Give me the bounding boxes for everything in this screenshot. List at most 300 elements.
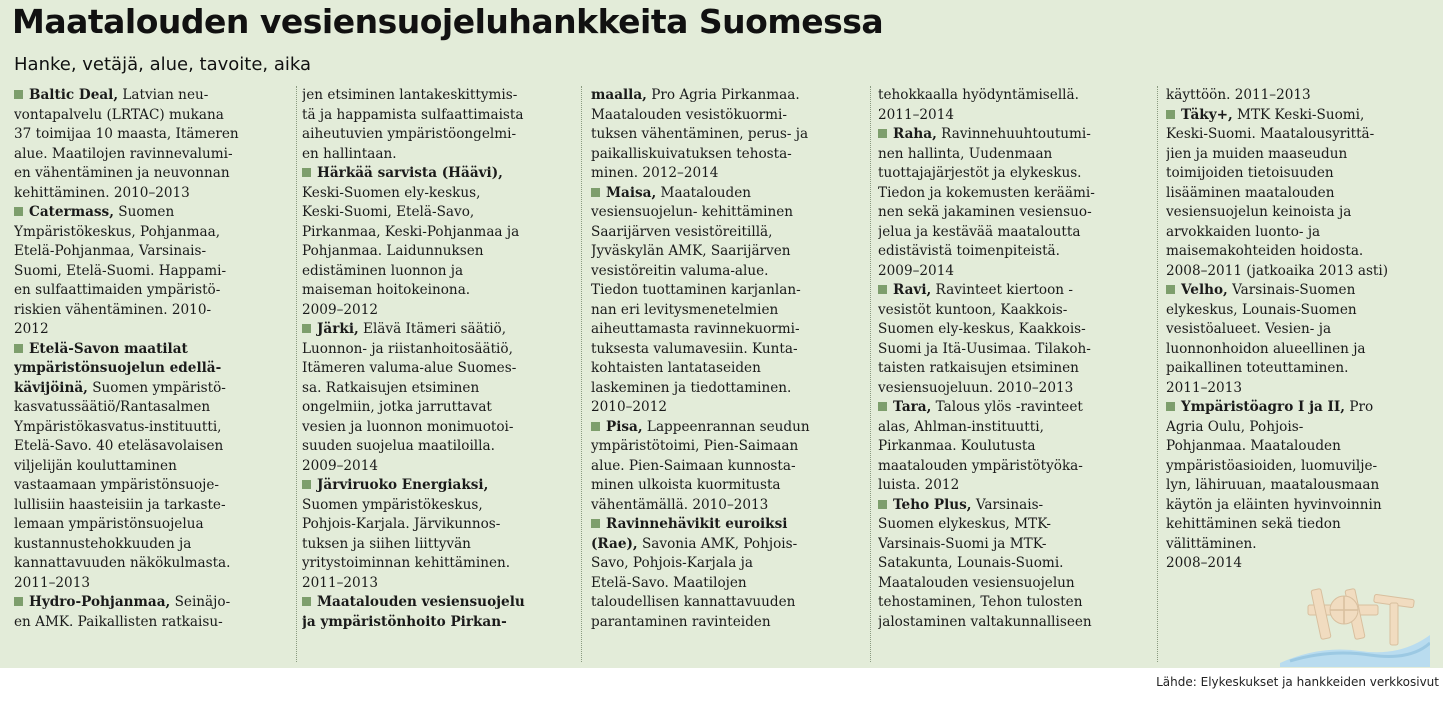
text-line bbox=[591, 457, 868, 477]
text-line bbox=[878, 574, 1155, 594]
text-segment: jalostaminen valtakunnalliseen bbox=[878, 613, 1092, 630]
text-line bbox=[302, 281, 579, 301]
text-line bbox=[1166, 437, 1443, 457]
project-name: (Rae), bbox=[591, 535, 638, 552]
text-line bbox=[591, 496, 868, 516]
text-segment: Luonnon- ja riistanhoitosäätiö, bbox=[302, 340, 513, 357]
text-line bbox=[14, 164, 291, 184]
text-line bbox=[302, 86, 579, 106]
bullet-square-icon bbox=[591, 422, 600, 431]
text-segment: en vähentäminen ja neuvonnan bbox=[14, 165, 230, 181]
text-segment: Pohjanmaa. Laidunnuksen bbox=[302, 243, 484, 259]
text-line bbox=[302, 554, 579, 574]
text-line bbox=[302, 574, 579, 594]
text-segment: MTK Keski-Suomi, bbox=[1232, 106, 1365, 123]
text-segment: 2011–2013 bbox=[14, 574, 90, 591]
project-name: Härkää sarvista (Häävi), bbox=[317, 165, 503, 181]
text-line bbox=[591, 86, 868, 106]
text-line bbox=[878, 379, 1155, 399]
text-line bbox=[302, 223, 579, 243]
text-segment: ongelmiin, jotka jarruttavat bbox=[302, 399, 492, 415]
text-segment: 2009–2014 bbox=[302, 457, 378, 474]
text-line bbox=[302, 457, 579, 477]
text-line bbox=[302, 379, 579, 399]
article-title: Maatalouden vesiensuojeluhankkeita Suomessa bbox=[12, 2, 884, 41]
text-line bbox=[14, 379, 291, 399]
text-line bbox=[591, 184, 868, 204]
text-segment: Keski-Suomen ely-keskus, bbox=[302, 184, 481, 201]
project-name: Ravinnehävikit euroiksi bbox=[606, 516, 788, 532]
text-line bbox=[302, 398, 579, 418]
text-line bbox=[591, 593, 868, 613]
text-line bbox=[14, 457, 291, 477]
column-2 bbox=[302, 86, 579, 662]
text-line bbox=[878, 593, 1155, 613]
bullet-square-icon bbox=[302, 480, 311, 489]
project-name: Etelä-Savon maatilat bbox=[29, 340, 188, 357]
text-segment: aiheutuvien ympäristöongelmi- bbox=[302, 126, 517, 142]
text-line bbox=[878, 437, 1155, 457]
text-line bbox=[591, 613, 868, 633]
text-segment: alas, Ahlman-instituutti, bbox=[878, 418, 1044, 435]
text-line bbox=[1166, 86, 1443, 106]
text-line bbox=[591, 554, 868, 574]
text-line bbox=[14, 496, 291, 516]
text-line bbox=[878, 340, 1155, 360]
text-line bbox=[878, 515, 1155, 535]
project-name: ja ympäristönhoito Pirkan- bbox=[302, 613, 507, 630]
text-line bbox=[302, 535, 579, 555]
text-line bbox=[591, 223, 868, 243]
project-name: maalla, bbox=[591, 87, 647, 103]
text-segment: kannattavuuden näkökulmasta. bbox=[14, 555, 231, 571]
text-line bbox=[302, 593, 579, 613]
project-name: Ravi, bbox=[893, 282, 932, 298]
text-segment: minen. 2012–2014 bbox=[591, 165, 719, 181]
bullet-square-icon bbox=[878, 500, 887, 509]
text-line bbox=[1166, 281, 1443, 301]
text-segment: laskeminen ja tiedottaminen. bbox=[591, 379, 792, 396]
text-segment: maisemakohteiden hoidosta. bbox=[1166, 243, 1364, 259]
text-line bbox=[14, 574, 291, 594]
text-line bbox=[14, 106, 291, 126]
project-name: Velho, bbox=[1181, 282, 1228, 298]
text-line bbox=[878, 535, 1155, 555]
text-segment: Suomen ely-keskus, Kaakkois- bbox=[878, 321, 1086, 337]
column-divider bbox=[581, 86, 582, 662]
column-4 bbox=[878, 86, 1155, 662]
project-name: ympäristönsuojelun edellä- bbox=[14, 360, 222, 376]
text-line bbox=[1166, 340, 1443, 360]
text-segment: Ympäristökeskus, Pohjanmaa, bbox=[14, 223, 221, 240]
column-1 bbox=[14, 86, 291, 662]
text-line bbox=[878, 106, 1155, 126]
text-line bbox=[1166, 359, 1443, 379]
bullet-square-icon bbox=[591, 188, 600, 197]
bullet-square-icon bbox=[1166, 402, 1175, 411]
text-segment: edistävistä toimenpiteistä. bbox=[878, 243, 1060, 259]
bullet-square-icon bbox=[302, 168, 311, 177]
text-line bbox=[1166, 262, 1443, 282]
text-line bbox=[14, 203, 291, 223]
text-line bbox=[302, 125, 579, 145]
bullet-square-icon bbox=[14, 90, 23, 99]
bullet-square-icon bbox=[302, 597, 311, 606]
text-line bbox=[302, 203, 579, 223]
text-segment: Ympäristökasvatus-instituutti, bbox=[14, 418, 222, 435]
text-segment: ympäristöasioiden, luomuvilje- bbox=[1166, 457, 1378, 474]
text-line bbox=[1166, 164, 1443, 184]
text-line bbox=[878, 125, 1155, 145]
text-segment: 2009–2014 bbox=[878, 262, 954, 279]
text-line bbox=[591, 145, 868, 165]
text-segment: Varsinais-Suomen bbox=[1227, 282, 1356, 298]
text-line bbox=[591, 281, 868, 301]
text-segment: lullisiin haasteisiin ja tarkaste- bbox=[14, 496, 226, 513]
text-segment: Talous ylös -ravinteet bbox=[931, 399, 1083, 415]
text-segment: riskien vähentäminen. 2010- bbox=[14, 301, 212, 318]
text-line bbox=[302, 340, 579, 360]
text-line bbox=[591, 242, 868, 262]
text-segment: 2010–2012 bbox=[591, 399, 667, 415]
text-segment: Ravinnehuuhtoutumi- bbox=[936, 126, 1091, 142]
text-line bbox=[14, 242, 291, 262]
text-segment: Satakunta, Lounais-Suomi. bbox=[878, 555, 1064, 571]
text-line bbox=[591, 398, 868, 418]
text-line bbox=[302, 476, 579, 496]
text-segment: minen ulkoista kuormitusta bbox=[591, 477, 781, 493]
text-segment: lemaan ympäristönsuojelua bbox=[14, 516, 204, 532]
text-segment: Suomen ympäristö- bbox=[87, 379, 226, 396]
text-line bbox=[302, 184, 579, 204]
text-segment: Seinäjo- bbox=[170, 594, 231, 610]
text-line bbox=[14, 320, 291, 340]
text-line bbox=[14, 301, 291, 321]
column-3 bbox=[591, 86, 868, 662]
text-segment: Suomen ympäristökeskus, bbox=[302, 496, 483, 513]
text-segment: suuden suojelua maatiloilla. bbox=[302, 438, 495, 454]
text-line bbox=[14, 184, 291, 204]
project-name: Tara, bbox=[893, 399, 932, 415]
text-line bbox=[302, 242, 579, 262]
text-line bbox=[14, 125, 291, 145]
text-segment: en AMK. Paikallisten ratkaisu- bbox=[14, 613, 223, 630]
text-line bbox=[302, 515, 579, 535]
text-segment: toimijoiden tietoisuuden bbox=[1166, 165, 1334, 181]
text-segment: 2009–2012 bbox=[302, 301, 378, 318]
text-segment: 2011–2013 bbox=[1166, 379, 1242, 396]
text-line bbox=[878, 320, 1155, 340]
text-segment: viljelijän kouluttaminen bbox=[14, 457, 177, 474]
text-line bbox=[14, 515, 291, 535]
text-line bbox=[591, 262, 868, 282]
project-name: Ympäristöagro I ja II, bbox=[1181, 399, 1346, 415]
text-segment: Tiedon tuottaminen karjanlan- bbox=[591, 282, 801, 298]
text-segment: 2011–2013 bbox=[302, 574, 378, 591]
text-segment: Pohjois-Karjala. Järvikunnos- bbox=[302, 516, 501, 532]
text-line bbox=[1166, 320, 1443, 340]
text-line bbox=[591, 203, 868, 223]
text-segment: vesiensuojelun keinoista ja bbox=[1166, 204, 1352, 220]
text-line bbox=[1166, 476, 1443, 496]
text-segment: Agria Oulu, Pohjois- bbox=[1166, 418, 1304, 435]
text-line bbox=[1166, 242, 1443, 262]
text-line bbox=[14, 281, 291, 301]
project-name: Maisa, bbox=[606, 184, 657, 201]
text-segment: Saarijärven vesistöreitillä, bbox=[591, 223, 773, 240]
text-line bbox=[878, 476, 1155, 496]
project-name: Järki, bbox=[317, 321, 359, 337]
text-segment: Varsinais- bbox=[971, 496, 1044, 513]
text-segment: parantaminen ravinteiden bbox=[591, 613, 771, 630]
text-line bbox=[14, 223, 291, 243]
column-divider bbox=[296, 86, 297, 662]
text-line bbox=[302, 145, 579, 165]
project-name: Järviruoko Energiaksi, bbox=[317, 477, 489, 493]
text-segment: Pro bbox=[1345, 399, 1374, 415]
text-line bbox=[591, 476, 868, 496]
text-segment: 2008–2011 (jatkoaika 2013 asti) bbox=[1166, 262, 1389, 279]
text-line bbox=[1166, 457, 1443, 477]
project-name: Catermass, bbox=[29, 204, 114, 220]
text-segment: Keski-Suomi. Maatalousyrittä- bbox=[1166, 126, 1375, 142]
text-line bbox=[14, 262, 291, 282]
text-segment: vesistöt kuntoon, Kaakkois- bbox=[878, 301, 1068, 318]
text-segment: Savo, Pohjois-Karjala ja bbox=[591, 555, 753, 571]
project-name: Hydro-Pohjanmaa, bbox=[29, 594, 171, 610]
text-line bbox=[591, 535, 868, 555]
text-segment: en sulfaattimaiden ympäristö- bbox=[14, 282, 221, 298]
bullet-square-icon bbox=[14, 207, 23, 216]
text-segment: nen hallinta, Uudenmaan bbox=[878, 145, 1053, 162]
text-line bbox=[878, 554, 1155, 574]
text-segment: kehittäminen. 2010–2013 bbox=[14, 184, 190, 201]
text-line bbox=[302, 106, 579, 126]
text-segment: vontapalvelu (LRTAC) mukana bbox=[14, 106, 224, 123]
text-line bbox=[591, 164, 868, 184]
text-line bbox=[1166, 379, 1443, 399]
text-segment: Etelä-Savo. Maatilojen bbox=[591, 574, 747, 591]
text-segment: nen sekä jakaminen vesiensuo- bbox=[878, 204, 1092, 220]
text-segment: Maatalouden vesiensuojelun bbox=[878, 574, 1075, 591]
text-line bbox=[302, 418, 579, 438]
text-segment: Suomi ja Itä-Uusimaa. Tilakoh- bbox=[878, 340, 1091, 357]
text-segment: alue. Maatilojen ravinnevalumi- bbox=[14, 145, 233, 162]
text-segment: Tiedon ja kokemusten keräämi- bbox=[878, 184, 1095, 201]
text-line bbox=[1166, 398, 1443, 418]
text-segment: Elävä Itämeri säätiö, bbox=[358, 321, 507, 337]
text-line bbox=[302, 496, 579, 516]
text-line bbox=[878, 223, 1155, 243]
text-segment: yritystoiminnan kehittäminen. bbox=[302, 555, 511, 571]
text-line bbox=[302, 437, 579, 457]
text-segment: maatalouden ympäristötyöka- bbox=[878, 457, 1083, 474]
text-segment: aiheuttamasta ravinnekuormi- bbox=[591, 321, 800, 337]
text-segment: lyn, lähiruuan, maatalousmaan bbox=[1166, 477, 1380, 493]
text-line bbox=[878, 613, 1155, 633]
text-line bbox=[591, 437, 868, 457]
text-segment: Etelä-Savo. 40 eteläsavolaisen bbox=[14, 438, 224, 454]
text-segment: taloudellisen kannattavuuden bbox=[591, 594, 796, 610]
bullet-square-icon bbox=[1166, 285, 1175, 294]
project-name: Raha, bbox=[893, 126, 937, 142]
text-line bbox=[1166, 184, 1443, 204]
project-name: Teho Plus, bbox=[893, 496, 972, 513]
text-segment: lisääminen maatalouden bbox=[1166, 184, 1335, 201]
text-segment: luista. 2012 bbox=[878, 477, 960, 493]
bullet-square-icon bbox=[14, 597, 23, 606]
text-line bbox=[1166, 223, 1443, 243]
text-segment: Varsinais-Suomi ja MTK- bbox=[878, 535, 1047, 552]
text-line bbox=[591, 340, 868, 360]
text-segment: tehostaminen, Tehon tulosten bbox=[878, 594, 1083, 610]
text-line bbox=[1166, 515, 1443, 535]
bullet-square-icon bbox=[14, 344, 23, 353]
text-segment: 37 toimijaa 10 maasta, Itämeren bbox=[14, 126, 239, 142]
text-line bbox=[1166, 145, 1443, 165]
text-segment: Pirkanmaa, Keski-Pohjanmaa ja bbox=[302, 223, 520, 240]
text-line bbox=[1166, 301, 1443, 321]
text-line bbox=[1166, 106, 1443, 126]
text-line bbox=[591, 106, 868, 126]
text-line bbox=[302, 320, 579, 340]
text-line bbox=[591, 125, 868, 145]
text-line bbox=[14, 398, 291, 418]
bullet-square-icon bbox=[1166, 110, 1175, 119]
text-segment: Maatalouden vesistökuormi- bbox=[591, 106, 787, 123]
text-line bbox=[302, 262, 579, 282]
article-subtitle: Hanke, vetäjä, alue, tavoite, aika bbox=[14, 54, 312, 75]
text-segment: Maatalouden bbox=[656, 184, 752, 201]
text-segment: kehittäminen sekä tiedon bbox=[1166, 516, 1341, 532]
text-line bbox=[1166, 125, 1443, 145]
text-line bbox=[878, 184, 1155, 204]
text-line bbox=[878, 145, 1155, 165]
text-line bbox=[14, 476, 291, 496]
text-segment: vähentämällä. 2010–2013 bbox=[591, 496, 769, 513]
project-name: Täky+, bbox=[1181, 106, 1233, 123]
text-line bbox=[14, 613, 291, 633]
text-segment: paikalliskuivatuksen tehosta- bbox=[591, 145, 792, 162]
text-segment: Latvian neu- bbox=[118, 87, 209, 103]
text-segment: Pohjanmaa. Maatalouden bbox=[1166, 438, 1341, 454]
text-line bbox=[1166, 203, 1443, 223]
text-segment: tuksesta valumavesiin. Kunta- bbox=[591, 340, 798, 357]
text-segment: arvokkaiden luonto- ja bbox=[1166, 223, 1321, 240]
text-segment: vesien ja luonnon monimuotoi- bbox=[302, 418, 514, 435]
text-segment: Suomen elykeskus, MTK- bbox=[878, 516, 1051, 532]
pump-fountain-illustration bbox=[1280, 575, 1430, 667]
bullet-square-icon bbox=[302, 324, 311, 333]
project-name: Pisa, bbox=[606, 418, 643, 435]
text-segment: taisten ratkaisujen etsiminen bbox=[878, 360, 1079, 376]
text-segment: Savonia AMK, Pohjois- bbox=[637, 535, 798, 552]
text-line bbox=[878, 418, 1155, 438]
text-line bbox=[878, 242, 1155, 262]
text-segment: elykeskus, Lounais-Suomen bbox=[1166, 301, 1357, 318]
text-line bbox=[591, 418, 868, 438]
text-line bbox=[302, 359, 579, 379]
text-segment: kustannustehokkuuden ja bbox=[14, 535, 192, 552]
text-line bbox=[878, 203, 1155, 223]
bullet-square-icon bbox=[878, 402, 887, 411]
text-segment: käytön ja eläinten hyvinvoinnin bbox=[1166, 496, 1382, 513]
text-line bbox=[878, 457, 1155, 477]
project-name: kävijöinä, bbox=[14, 379, 88, 396]
text-line bbox=[302, 164, 579, 184]
text-segment: jen etsiminen lantakeskittymis- bbox=[302, 87, 518, 103]
project-name: Baltic Deal, bbox=[29, 87, 119, 103]
text-segment: kohtaisten lantataseiden bbox=[591, 360, 761, 376]
text-line bbox=[591, 515, 868, 535]
text-segment: Etelä-Pohjanmaa, Varsinais- bbox=[14, 243, 207, 259]
text-line bbox=[1166, 496, 1443, 516]
text-segment: alue. Pien-Saimaan kunnosta- bbox=[591, 457, 796, 474]
text-line bbox=[878, 359, 1155, 379]
text-segment: Keski-Suomi, Etelä-Savo, bbox=[302, 204, 475, 220]
text-segment: paikallinen toteuttaminen. bbox=[1166, 360, 1349, 376]
bullet-square-icon bbox=[878, 285, 887, 294]
bullet-square-icon bbox=[878, 129, 887, 138]
text-segment: Suomen bbox=[113, 204, 175, 220]
source-caption: Lähde: Elykeskukset ja hankkeiden verkkosivut bbox=[1156, 675, 1439, 689]
text-segment: vastaamaan ympäristönsuoje- bbox=[14, 477, 219, 493]
text-segment: ympäristötoimi, Pien-Saimaan bbox=[591, 438, 799, 454]
text-segment: käyttöön. 2011–2013 bbox=[1166, 87, 1311, 103]
text-line bbox=[1166, 535, 1443, 555]
text-line bbox=[14, 145, 291, 165]
text-line bbox=[878, 496, 1155, 516]
text-segment: jien ja muiden maaseudun bbox=[1166, 145, 1348, 162]
text-line bbox=[591, 320, 868, 340]
text-segment: Jyväskylän AMK, Saarijärven bbox=[591, 243, 791, 259]
text-segment: jelua ja kestävää maataloutta bbox=[878, 223, 1081, 240]
text-segment: maiseman hoitokeinona. bbox=[302, 282, 471, 298]
text-line bbox=[302, 613, 579, 633]
text-segment: Pirkanmaa. Koulutusta bbox=[878, 438, 1036, 454]
text-segment: en hallintaan. bbox=[302, 145, 397, 162]
text-segment: kasvatussäätiö/Rantasalmen bbox=[14, 399, 211, 415]
text-segment: luonnonhoidon alueellinen ja bbox=[1166, 340, 1366, 357]
text-line bbox=[14, 340, 291, 360]
text-line bbox=[591, 379, 868, 399]
text-segment: välittäminen. bbox=[1166, 535, 1257, 552]
text-line bbox=[302, 301, 579, 321]
text-segment: Itämeren valuma-alue Suomes- bbox=[302, 360, 517, 376]
text-line bbox=[591, 301, 868, 321]
text-segment: 2008–2014 bbox=[1166, 555, 1242, 571]
text-segment: tuottajajärjestöt ja elykeskus. bbox=[878, 165, 1082, 181]
text-segment: tuksen vähentäminen, perus- ja bbox=[591, 126, 809, 142]
text-line bbox=[14, 593, 291, 613]
text-line bbox=[878, 301, 1155, 321]
text-segment: 2012 bbox=[14, 321, 49, 337]
text-line bbox=[878, 398, 1155, 418]
bullet-square-icon bbox=[591, 519, 600, 528]
text-line bbox=[14, 86, 291, 106]
text-line bbox=[14, 437, 291, 457]
text-segment: 2011–2014 bbox=[878, 106, 954, 123]
text-segment: Lappeenrannan seudun bbox=[642, 418, 810, 435]
column-divider bbox=[1157, 86, 1158, 662]
text-line bbox=[14, 535, 291, 555]
text-line bbox=[878, 281, 1155, 301]
text-line bbox=[591, 574, 868, 594]
column-divider bbox=[870, 86, 871, 662]
text-segment: vesiensuojeluun. 2010–2013 bbox=[878, 379, 1074, 396]
text-line bbox=[14, 554, 291, 574]
text-line bbox=[878, 164, 1155, 184]
